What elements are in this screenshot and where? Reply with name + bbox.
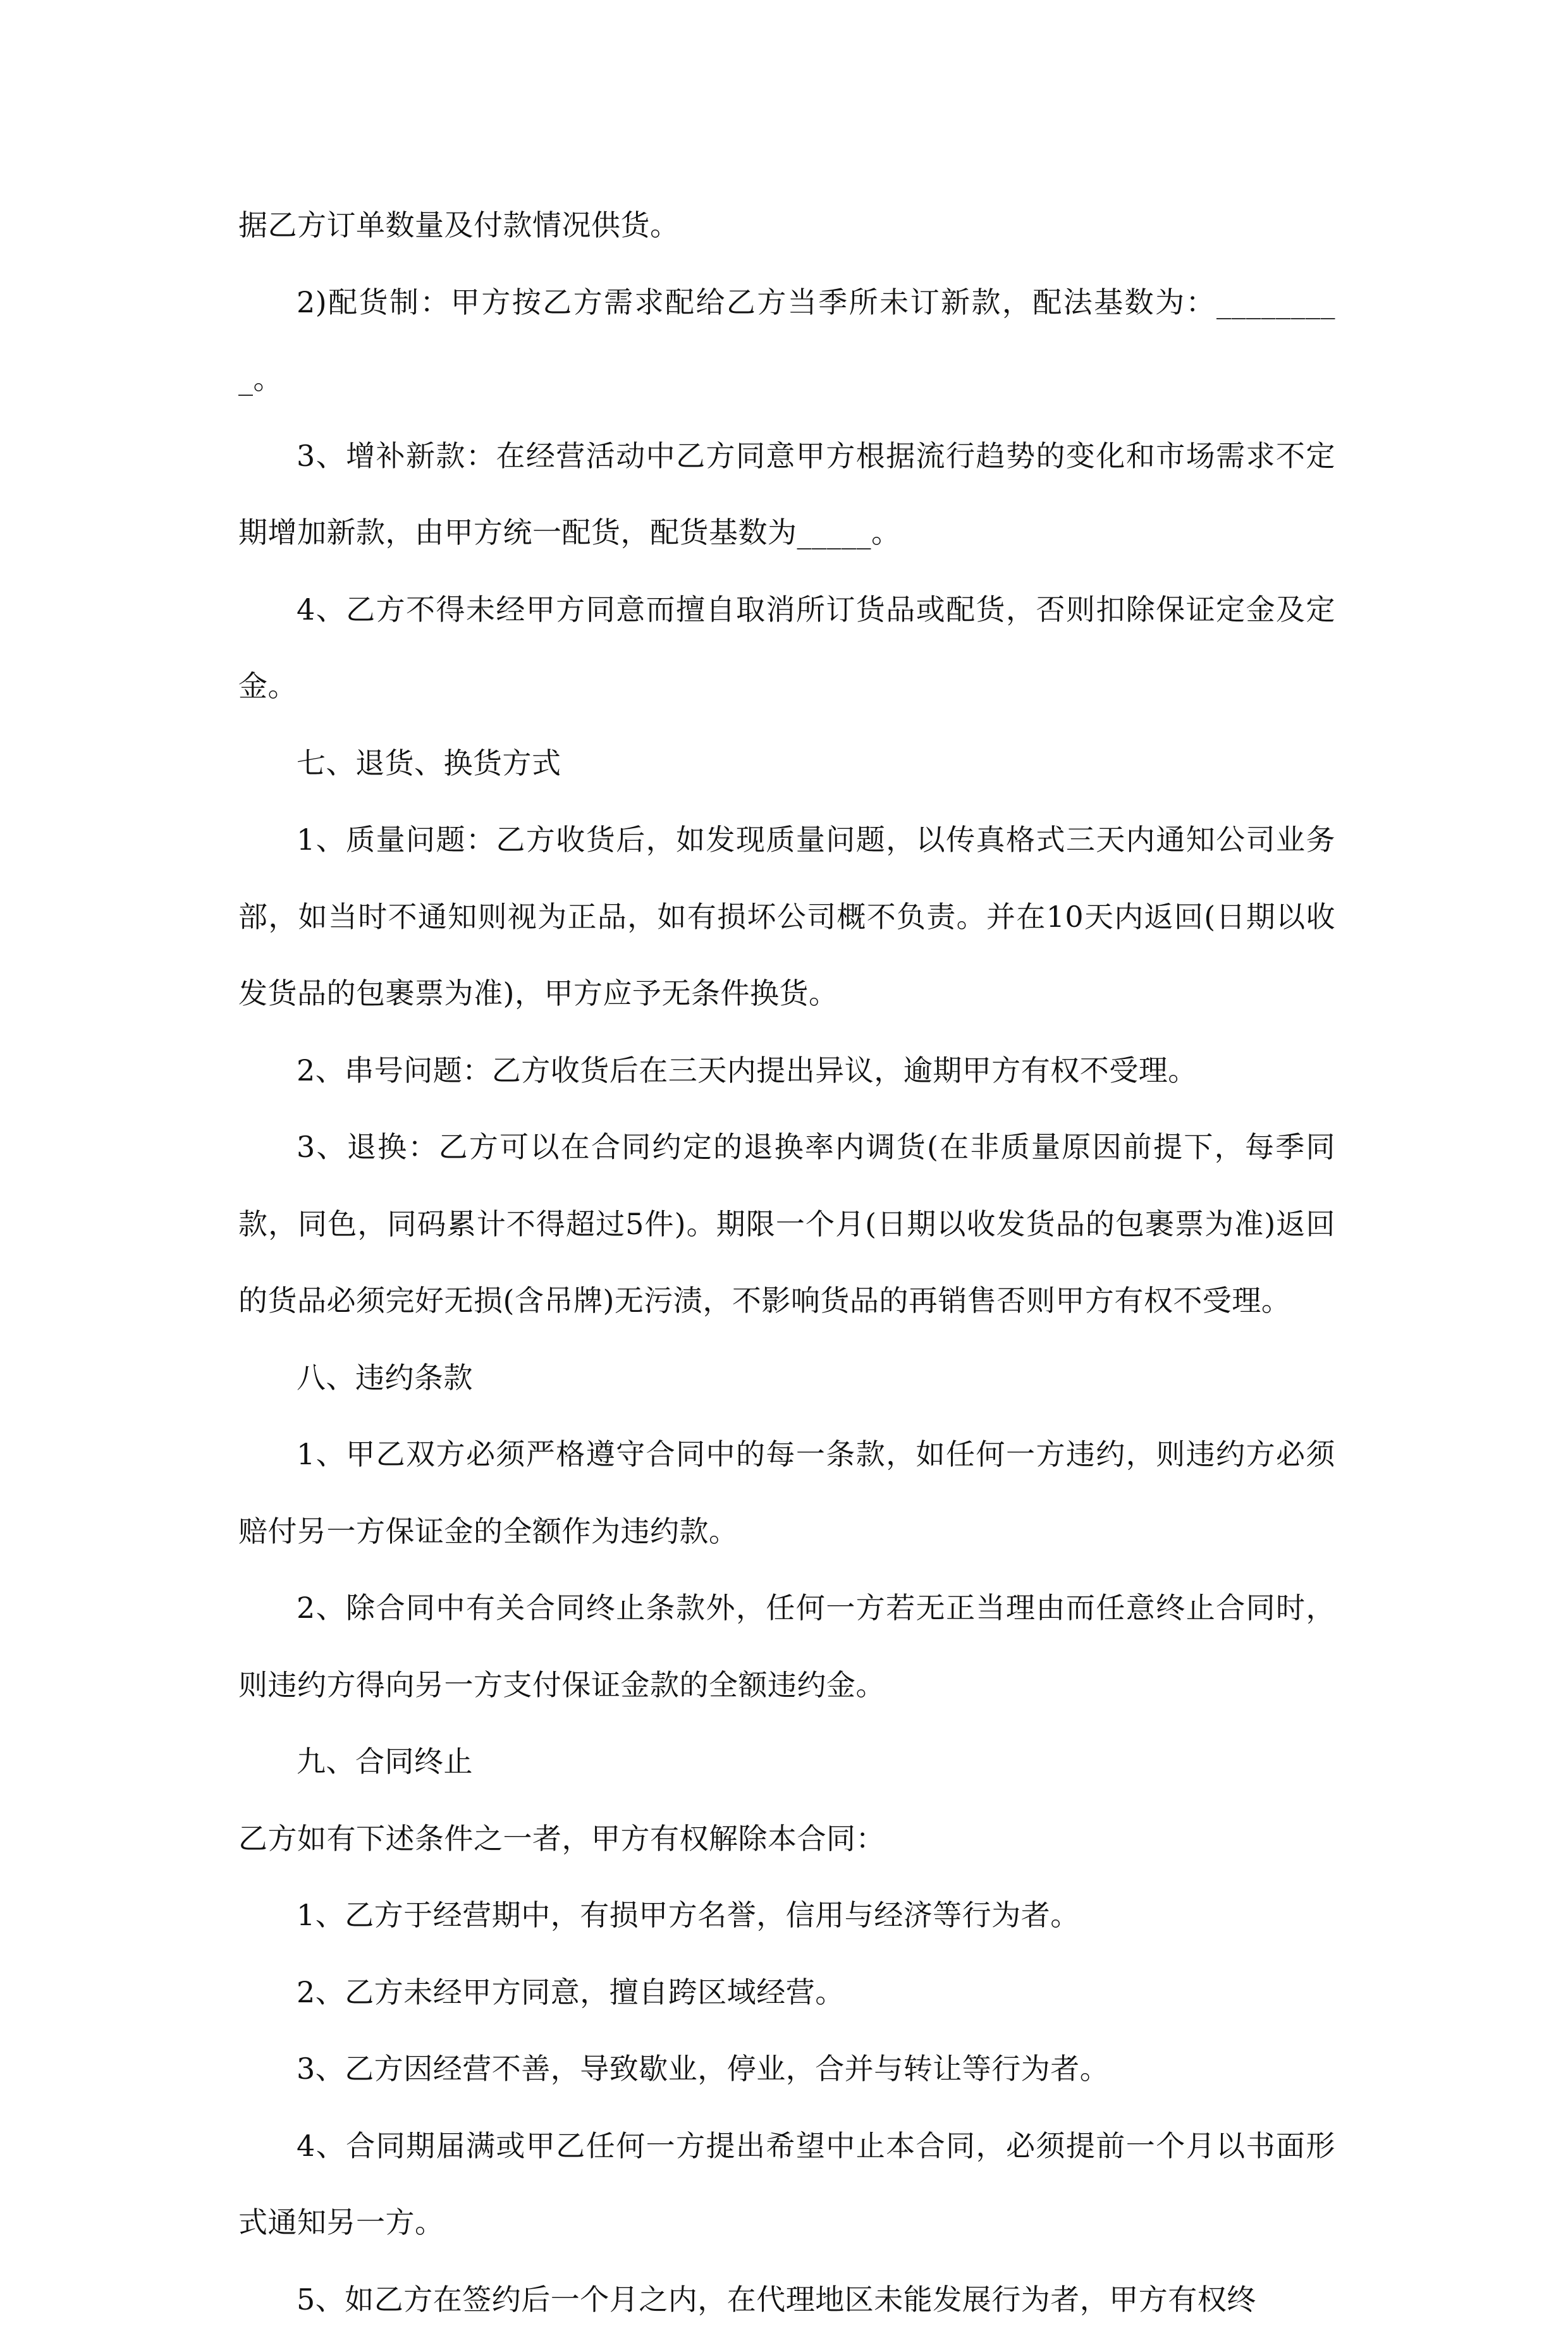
- paragraph-allocation-system: 2)配货制：甲方按乙方需求配给乙方当季所未订新款，配法基数为：_________。: [238, 264, 1335, 418]
- section-heading-breach: 八、违约条款: [238, 1340, 1335, 1417]
- paragraph-supply-continuation: 据乙方订单数量及付款情况供货。: [238, 187, 1335, 264]
- paragraph-termination-3: 3、乙方因经营不善，导致歇业，停业，合并与转让等行为者。: [238, 2031, 1335, 2108]
- paragraph-termination-5: 5、如乙方在签约后一个月之内，在代理地区未能发展行为者，甲方有权终: [238, 2261, 1335, 2338]
- section-heading-returns: 七、退货、换货方式: [238, 725, 1335, 802]
- paragraph-termination-2: 2、乙方未经甲方同意，擅自跨区域经营。: [238, 1954, 1335, 2031]
- contract-body: [238, 187, 1335, 2338]
- paragraph-exchange: 3、退换：乙方可以在合同约定的退换率内调货(在非质量原因前提下，每季同款，同色，同码累计不得超过5件)。期限一个月(日期以收发货品的包裹票为准)返回的货品必须完好无损(含吊牌)无污渍，不影响货品的再销售否则甲方有权不受理。: [238, 1109, 1335, 1340]
- paragraph-termination-intro: 乙方如有下述条件之一者，甲方有权解除本合同：: [238, 1801, 1335, 1878]
- paragraph-new-styles: 3、增补新款：在经营活动中乙方同意甲方根据流行趋势的变化和市场需求不定期增加新款，由甲方统一配货，配货基数为_____。: [238, 418, 1335, 572]
- paragraph-serial-issues: 2、串号问题：乙方收货后在三天内提出异议，逾期甲方有权不受理。: [238, 1032, 1335, 1110]
- paragraph-termination-1: 1、乙方于经营期中，有损甲方名誉，信用与经济等行为者。: [238, 1877, 1335, 1954]
- paragraph-breach-1: 1、甲乙双方必须严格遵守合同中的每一条款，如任何一方违约，则违约方必须赔付另一方保证金的全额作为违约款。: [238, 1416, 1335, 1570]
- paragraph-quality-issues: 1、质量问题：乙方收货后，如发现质量问题，以传真格式三天内通知公司业务部，如当时不通知则视为正品，如有损坏公司概不负责。并在10天内返回(日期以收发货品的包裹票为准)，甲方应予无条件换货。: [238, 802, 1335, 1032]
- section-heading-termination: 九、合同终止: [238, 1723, 1335, 1801]
- paragraph-no-cancellation: 4、乙方不得未经甲方同意而擅自取消所订货品或配货，否则扣除保证定金及定金。: [238, 572, 1335, 725]
- paragraph-breach-2: 2、除合同中有关合同终止条款外，任何一方若无正当理由而任意终止合同时，则违约方得向另一方支付保证金款的全额违约金。: [238, 1570, 1335, 1723]
- paragraph-termination-4: 4、合同期届满或甲乙任何一方提出希望中止本合同，必须提前一个月以书面形式通知另一方。: [238, 2108, 1335, 2261]
